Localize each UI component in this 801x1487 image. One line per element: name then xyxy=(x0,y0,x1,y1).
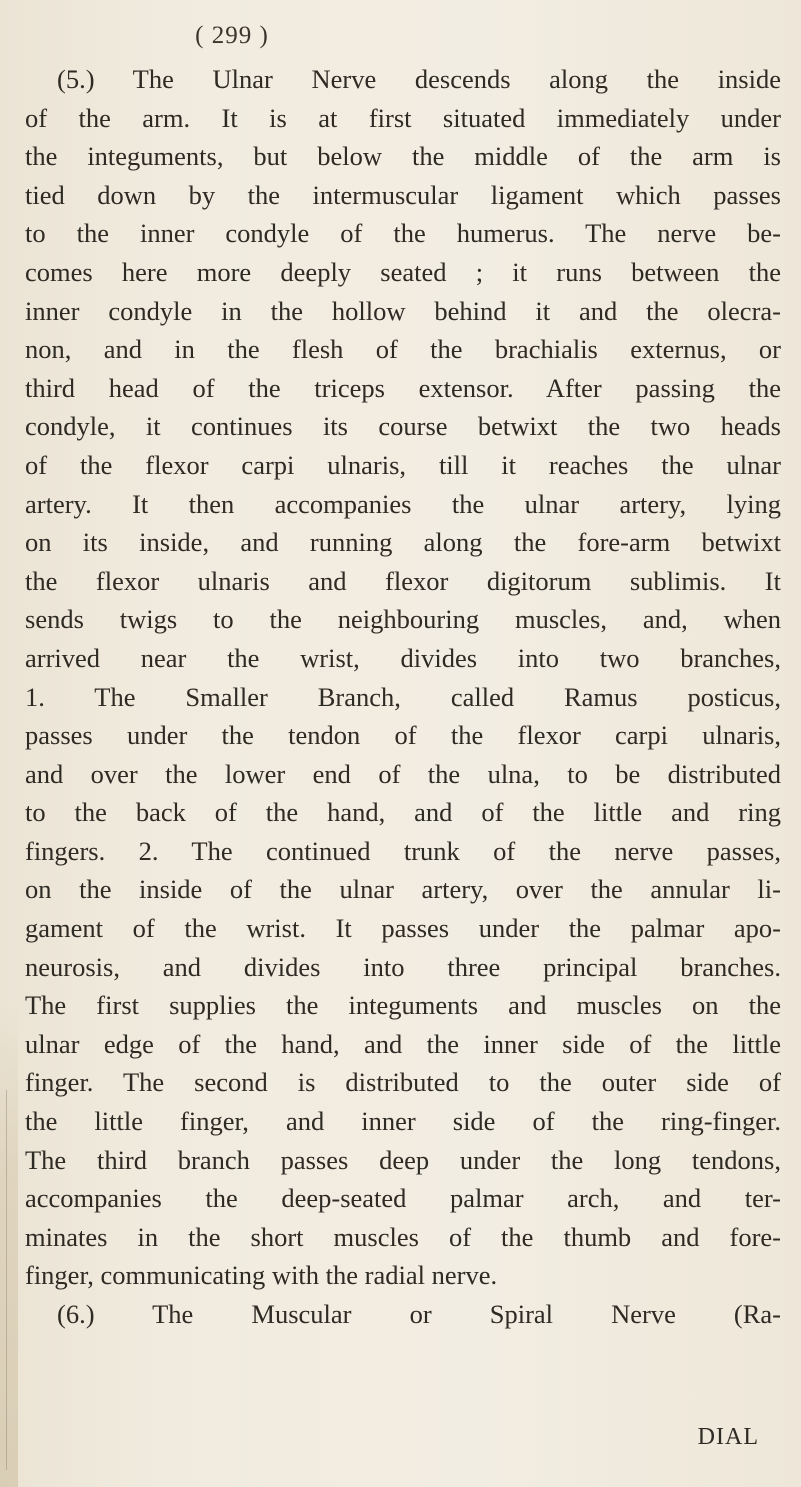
text-line: finger, communicating with the radial nerve. xyxy=(25,1260,498,1291)
text-line: to the inner condyle of the humerus. The nerve be- xyxy=(25,218,781,249)
text-line: tied down by the intermuscular ligament which passes xyxy=(25,179,781,210)
body-text xyxy=(25,60,781,1334)
text-line: 1. The Smaller Branch, called Ramus posticus, xyxy=(25,681,781,712)
text-line: sends twigs to the neighbouring muscles, and, when xyxy=(25,604,781,635)
text-line: The third branch passes deep under the long tendons, xyxy=(25,1144,781,1175)
text-line: gament of the wrist. It passes under the palmar apo- xyxy=(25,913,781,944)
text-line: non, and in the flesh of the brachialis externus, or xyxy=(25,334,781,365)
text-line: ulnar edge of the hand, and the inner side of the little xyxy=(25,1028,781,1059)
text-line: on its inside, and running along the fore-arm betwixt xyxy=(25,527,781,558)
text-line: neurosis, and divides into three principal branches. xyxy=(25,951,781,982)
page-edge-line xyxy=(6,1090,7,1470)
text-line: The first supplies the integuments and muscles on the xyxy=(25,990,781,1021)
text-line: on the inside of the ulnar artery, over the annular li- xyxy=(25,874,781,905)
text-line: inner condyle in the hollow behind it and the olecra- xyxy=(25,295,781,326)
text-line: the integuments, but below the middle of the arm is xyxy=(25,141,781,172)
text-line: to the back of the hand, and of the little and ring xyxy=(25,797,781,828)
text-line: finger. The second is distributed to the outer side of xyxy=(25,1067,781,1098)
catchword: DIAL xyxy=(697,1424,759,1450)
page-number: ( 299 ) xyxy=(195,22,269,49)
text-line: the little finger, and inner side of the ring-finger. xyxy=(25,1106,781,1137)
text-line: of the arm. It is at first situated immediately under xyxy=(25,102,781,133)
text-line: (5.) The Ulnar Nerve descends along the inside xyxy=(57,64,781,94)
text-line: (6.) The Muscular or Spiral Nerve (Ra- xyxy=(57,1299,781,1329)
text-line: condyle, it continues its course betwixt the two heads xyxy=(25,411,781,442)
text-line: accompanies the deep-seated palmar arch, and ter- xyxy=(25,1183,781,1214)
text-line: fingers. 2. The continued trunk of the nerve passes, xyxy=(25,835,781,866)
text-line: the flexor ulnaris and flexor digitorum sublimis. It xyxy=(25,565,781,596)
text-line: third head of the triceps extensor. After passing the xyxy=(25,372,781,403)
text-line: artery. It then accompanies the ulnar artery, lying xyxy=(25,488,781,519)
text-line: minates in the short muscles of the thumb and fore- xyxy=(25,1221,781,1252)
text-line: comes here more deeply seated ; it runs between the xyxy=(25,256,781,287)
text-line: and over the lower end of the ulna, to be distributed xyxy=(25,758,781,789)
text-line: passes under the tendon of the flexor carpi ulnaris, xyxy=(25,720,781,751)
text-line: arrived near the wrist, divides into two branches, xyxy=(25,642,781,673)
page-edge-stain xyxy=(0,1000,18,1487)
text-line: of the flexor carpi ulnaris, till it reaches the ulnar xyxy=(25,449,781,480)
